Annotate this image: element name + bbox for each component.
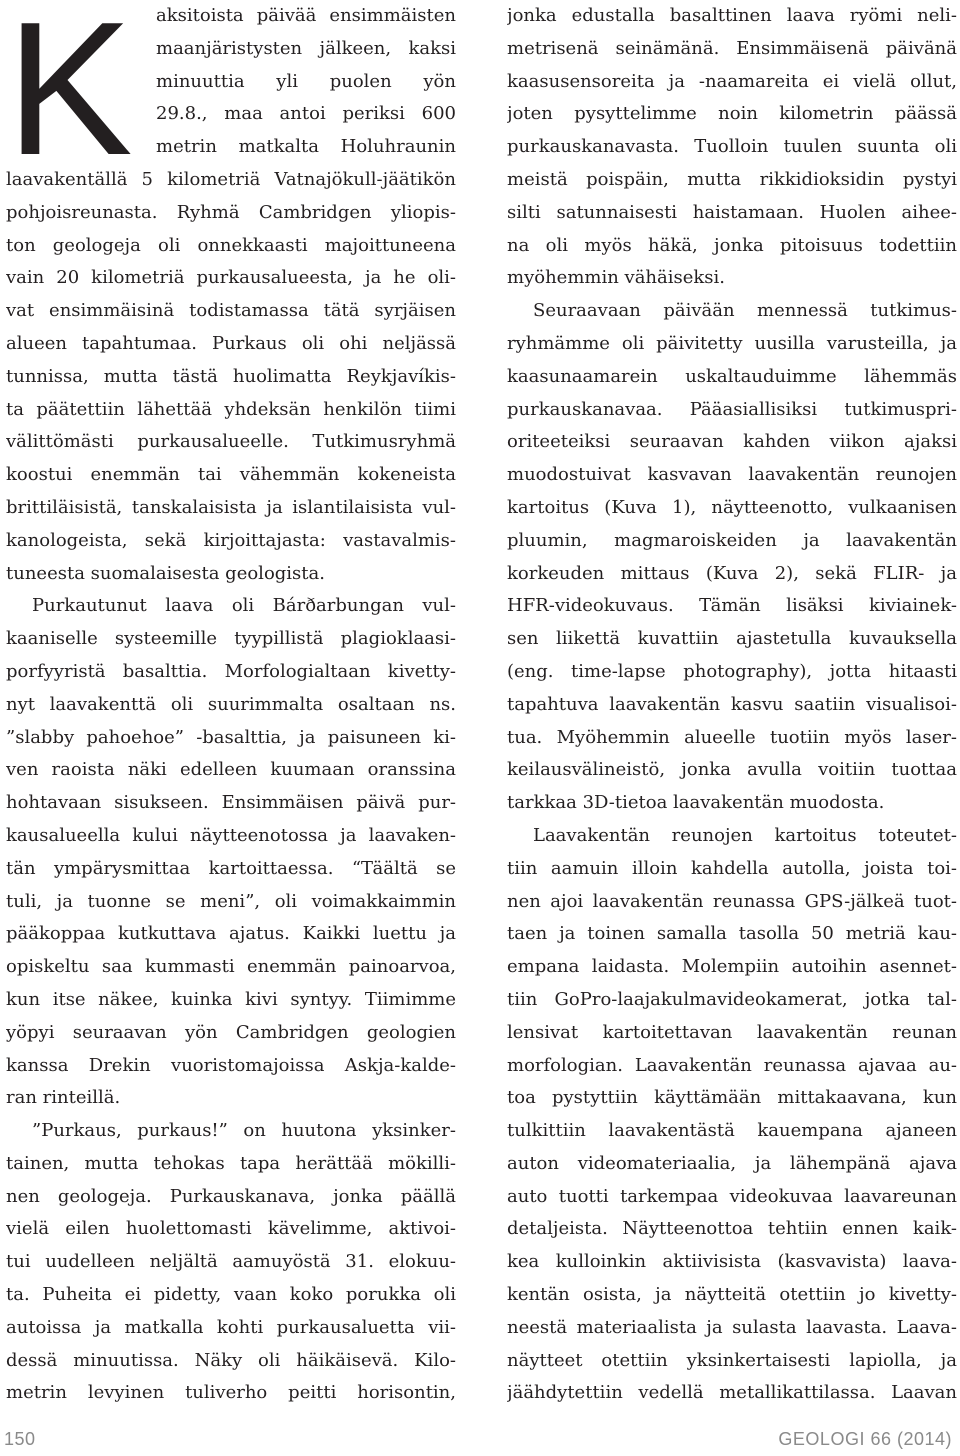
text-line: kanssa Drekin vuoristomajoissa Askja-kalde- <box>6 1054 456 1076</box>
text-line: kartoitus (Kuva 1), näytteenotto, vulkaanisen <box>507 496 957 518</box>
text-line: lensivat kartoitettavan laavakentän reunan <box>507 1021 957 1043</box>
text-line: ”slabby pahoehoe” -basalttia, ja paisuneen ki- <box>6 726 456 748</box>
text-line: opiskeltu saa kummasti enemmän painoarvoa, <box>6 956 456 978</box>
text-line: sen liikettä kuvattiin ajastetulla kuvauksella <box>507 628 957 650</box>
text-line: tunnissa, mutta tästä huolimatta Reykjavíkis- <box>6 365 456 387</box>
text-line: tuli, ja tuonne se meni”, oli voimakkaimmin <box>6 890 456 912</box>
text-line: ven raoista näki edelleen kuumaan oranssina <box>6 759 456 781</box>
text-line: dessä minuutissa. Näky oli häikäisevä. Kilo- <box>6 1349 456 1371</box>
text-line: ”Purkaus, purkaus!” on huutona yksinker- <box>32 1120 456 1142</box>
journal-title: GEOLOGI 66 (2014) <box>778 1429 952 1449</box>
text-line: aksitoista päivää ensimmäisten <box>156 5 456 26</box>
text-line: laavakentällä 5 kilometriä Vatnajökull-jäätikön <box>6 168 456 190</box>
text-line: tapahtuva laavakentän kasvu saatiin visualisoi- <box>507 693 957 715</box>
text-line: kanologeista, sekä kirjoittajasta: vastavalmis- <box>6 529 456 551</box>
text-line: metrin levyinen tuliverho peitti horisontin, <box>6 1382 456 1404</box>
text-line: vat ensimmäisinä todistamassa tätä syrjäisen <box>6 300 456 322</box>
text-line: nen ajoi laavakentän reunassa GPS-jälkeä tuot- <box>507 890 957 912</box>
text-line: joten pysyttelimme noin kilometrin päässä <box>507 103 957 125</box>
text-line: brittiläisistä, tanskalaisista ja islantilaisista vul- <box>6 496 456 518</box>
text-line: Laavakentän reunojen kartoitus toteutet- <box>533 824 957 846</box>
text-line: koostui enemmän tai vähemmän kokeneista <box>6 464 456 486</box>
text-line: kaaniselle systeemille tyypillistä plagioklaasi- <box>6 628 456 650</box>
text-line: purkauskanavaa. Pääasiallisiksi tutkimuspri- <box>507 398 957 420</box>
text-line: jonka edustalla basalttinen laava ryömi neli- <box>507 5 957 26</box>
text-line: autoissa ja matkalla kohti purkausaluetta vii- <box>6 1316 456 1338</box>
text-line: kaasunaamarein uskaltauduimme lähemmäs <box>507 365 957 387</box>
text-line: yöpyi seuraavan yön Cambridgen geologien <box>6 1021 456 1043</box>
text-line: metrisenä seinämänä. Ensimmäisenä päivänä <box>507 37 957 59</box>
text-line: tiin GoPro-laajakulmavideokamerat, jotka tal- <box>507 988 957 1010</box>
text-line: maanjäristysten jälkeen, kaksi <box>156 37 456 59</box>
text-line: purkauskanavasta. Tuolloin tuulen suunta oli <box>507 136 957 158</box>
text-line: silti satunnaisesti haistamaan. Huolen aihee- <box>507 201 957 223</box>
text-line: oriteeteiksi seuraavan kahden viikon ajaksi <box>507 431 957 453</box>
text-line: muodostuivat kasvavan laavakentän reunojen <box>507 464 957 486</box>
text-line: nyt laavakenttä oli suurimmalta osaltaan ns. <box>6 693 456 715</box>
page-number: 150 <box>4 1429 36 1449</box>
text-line: tainen, mutta tehokas tapa herättää mökilli- <box>6 1152 456 1174</box>
text-line: taen ja toinen samalla tasolla 50 metriä kau- <box>507 923 957 945</box>
text-line: Purkautunut laava oli Bárðarbungan vul- <box>32 595 456 617</box>
text-line: neestä materiaalista ja sulasta laavasta. Laava- <box>507 1316 957 1338</box>
text-line: na oli myös häkä, jonka pitoisuus todettiin <box>507 234 957 256</box>
text-line: auto tuotti tarkempaa videokuvaa laavareunan <box>507 1185 957 1207</box>
text-line: kentän osista, ja näytteitä otettiin jo kivetty- <box>507 1284 957 1306</box>
text-line: HFR-videokuvaus. Tämän lisäksi kiviainek- <box>507 595 957 617</box>
text-line: meistä poispäin, mutta rikkidioksidin pystyi <box>507 168 957 190</box>
text-line: vielä eilen huolettomasti kävelimme, aktivoi- <box>6 1218 456 1240</box>
text-line: tui uudelleen neljältä aamuyöstä 31. elokuu- <box>6 1251 456 1273</box>
text-line: tän ympärysmittaa kartoittaessa. “Täältä se <box>6 857 456 879</box>
text-line: välittömästi purkausalueelle. Tutkimusryhmä <box>6 431 456 453</box>
text-line: ta päätettiin lähettää yhdeksän henkilön tiimi <box>6 398 456 420</box>
text-line: tiin aamuin illoin kahdella autolla, joista toi- <box>507 857 957 879</box>
text-line: Seuraavaan päivään mennessä tutkimus- <box>533 300 957 322</box>
text-line: tulkittiin laavakentästä kauempana ajaneen <box>507 1120 957 1142</box>
text-line: alueen tapahtumaa. Purkaus oli ohi neljässä <box>6 332 456 354</box>
text-line: tuneesta suomalaisesta geologista. <box>6 562 325 584</box>
text-line: (eng. time-lapse photography), jotta hitaasti <box>507 660 957 682</box>
text-line: detaljeista. Näytteenottoa tehtiin ennen kaik- <box>507 1218 957 1240</box>
text-line: tua. Myöhemmin alueelle tuotiin myös laser- <box>507 726 957 748</box>
text-line: morfologian. Laavakentän reunassa ajavaa au- <box>507 1054 957 1076</box>
text-line: empana laidasta. Molempiin autoihin asennet- <box>507 956 957 978</box>
text-line: pohjoisreunasta. Ryhmä Cambridgen yliopis- <box>6 201 456 223</box>
text-line: kun itse näkee, kuinka kivi syntyy. Tiimimme <box>6 988 456 1010</box>
text-line: näytteet otettiin yksinkertaisesti lapiolla, ja <box>507 1349 957 1371</box>
right-column <box>507 0 957 1410</box>
text-line: auton videomateriaalia, ja lähempänä ajava <box>507 1152 957 1174</box>
text-line: minuuttia yli puolen yön <box>156 70 456 92</box>
text-line: nen geologeja. Purkauskanava, jonka päällä <box>6 1185 456 1207</box>
text-line: ta. Puheita ei pidetty, vaan koko porukka oli <box>6 1284 456 1306</box>
text-line: vain 20 kilometriä purkausalueesta, ja he oli- <box>6 267 456 289</box>
drop-cap: K <box>6 0 133 195</box>
text-line: pääkoppaa kutkuttava ajatus. Kaikki luettu ja <box>6 923 456 945</box>
text-line: ton geologeja oli onnekkaasti majoittuneena <box>6 234 456 256</box>
text-line: porfyyristä basalttia. Morfologialtaan kivetty- <box>6 660 456 682</box>
text-line: tarkkaa 3D-tietoa laavakentän muodosta. <box>507 792 885 814</box>
text-line: keilausvälineistö, jonka avulla voitiin tuottaa <box>507 759 957 781</box>
left-column <box>6 0 456 1410</box>
text-line: ryhmämme oli päivitetty uusilla varusteilla, ja <box>507 332 957 354</box>
text-line: jäähdytettiin vedellä metallikattilassa. Laavan <box>507 1382 957 1404</box>
text-line: kea kulloinkin aktiivisista (kasvavista) laava- <box>507 1251 957 1273</box>
text-line: 29.8., maa antoi periksi 600 <box>156 103 456 125</box>
text-line: kausalueella kului näytteenotossa ja laavaken- <box>6 824 456 846</box>
text-line: korkeuden mittaus (Kuva 2), sekä FLIR- ja <box>507 562 957 584</box>
text-line: kaasusensoreita ja -naamareita ei vielä ollut, <box>507 70 957 92</box>
text-line: ran rinteillä. <box>6 1087 121 1109</box>
text-line: pluumin, magmaroiskeiden ja laavakentän <box>507 529 957 551</box>
text-line: hohtavaan sisukseen. Ensimmäisen päivä pur- <box>6 792 456 814</box>
text-line: metrin matkalta Holuhraunin <box>156 136 456 158</box>
text-line: toa pystyttiin käyttämään mittakaavana, kun <box>507 1087 957 1109</box>
text-line: myöhemmin vähäiseksi. <box>507 267 726 289</box>
